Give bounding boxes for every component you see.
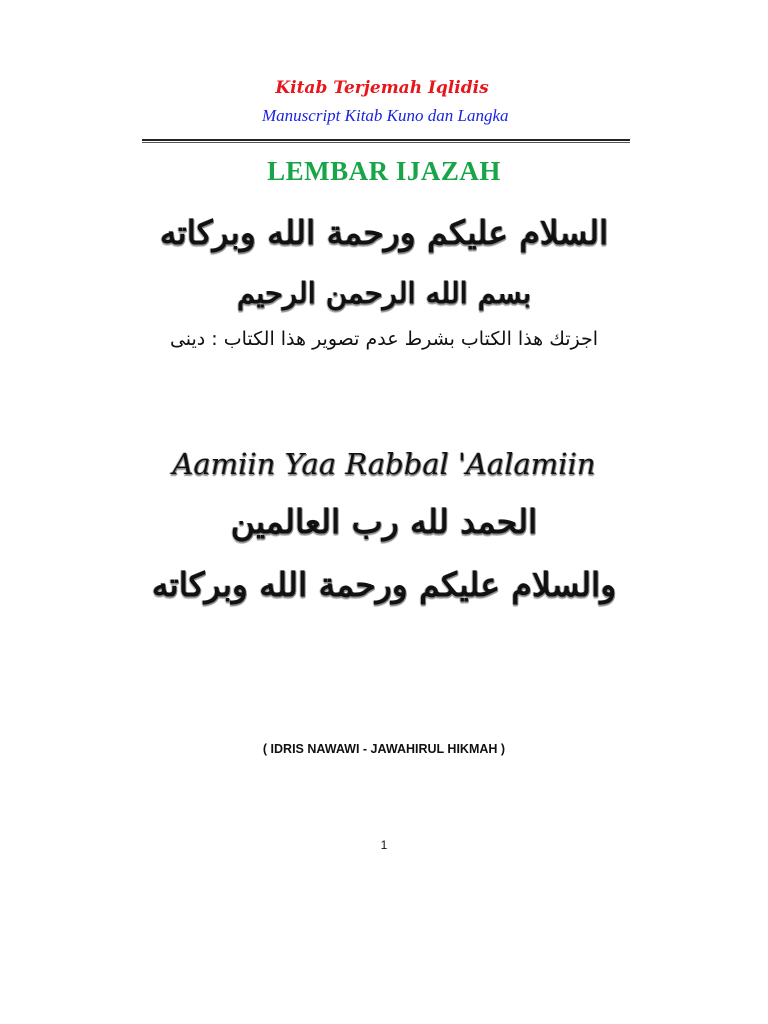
site-title: Kitab Terjemah Iqlidis xyxy=(275,78,489,98)
salam-closing-calligraphy: والسلام عليكم ورحمة الله وبركاته xyxy=(151,565,617,604)
amin-calligraphy: Aamiin Yaa Rabbal 'Aalamiin xyxy=(172,447,596,481)
header-divider xyxy=(142,139,630,143)
page-number: 1 xyxy=(380,838,388,852)
site-subtitle: Manuscript Kitab Kuno dan Langka xyxy=(262,106,509,125)
document-title: LEMBAR IJAZAH xyxy=(267,156,501,186)
basmala-calligraphy: بسم الله الرحمن الرحيم xyxy=(236,276,532,310)
signature-line: ( IDRIS NAWAWI - JAWAHIRUL HIKMAH ) xyxy=(262,742,506,756)
hamdalah-calligraphy: الحمد لله رب العالمين xyxy=(230,502,538,541)
salam-opening-calligraphy: السلام عليكم ورحمة الله وبركاته xyxy=(159,213,609,252)
ijazah-statement: اجزتك هذا الكتاب بشرط عدم تصوير هذا الكتاب : دينى xyxy=(169,328,599,350)
